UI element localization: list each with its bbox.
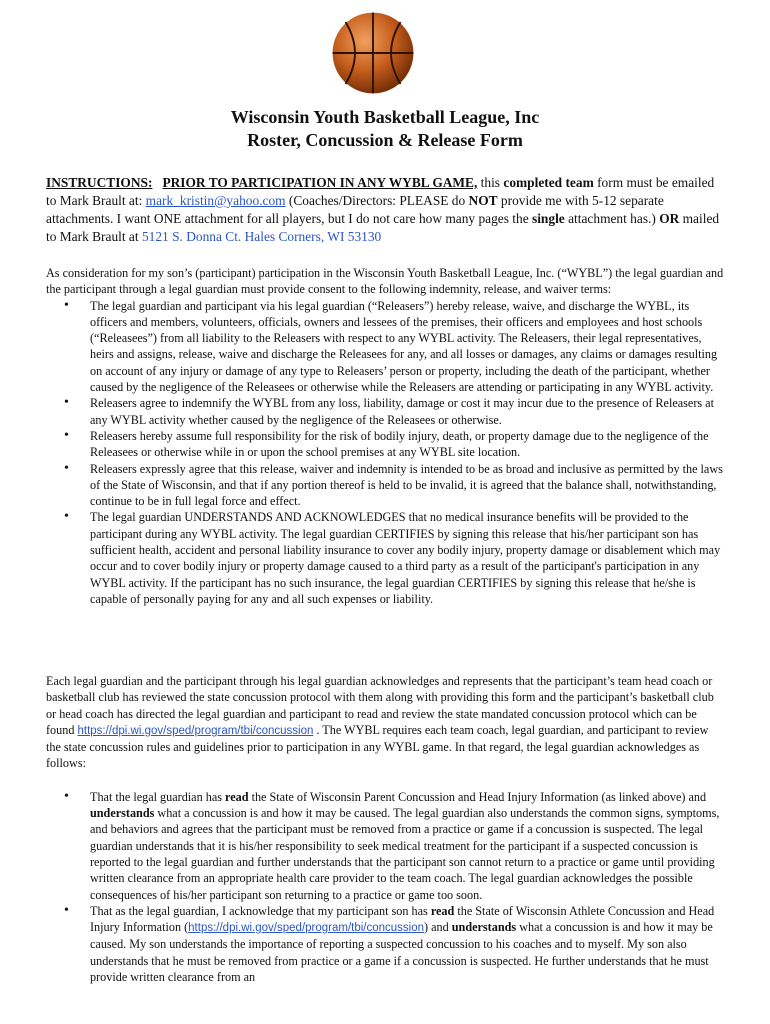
completed-team-text: completed team (503, 175, 594, 190)
text-segment: the State of Wisconsin Athlete Concussion and Head Injury Information ( (90, 903, 715, 935)
text-segment: mailed to Mark Brault at (46, 211, 720, 244)
text-segment: Each legal guardian and the participant through his legal guardian acknowledges and represents that the participant’s team head coach or basketball club has reviewed the state concussion protocol with them along with providing this form and the participant’s basketball club or head coach has directed the legal guardian and participant to read and review the state mandated concussion protocol which can be found (46, 674, 714, 737)
text-segment: form must be emailed to Mark Brault at: (46, 175, 715, 208)
text-segment: this (477, 175, 504, 190)
release-list (46, 298, 726, 608)
not-text: NOT (468, 193, 498, 208)
text-segment: That as the legal guardian, I acknowledge that my participant son has (90, 903, 431, 918)
list-item (90, 789, 726, 903)
text-segment: what a concussion is and how it may be caused. My son understands the importance of reporting a suspected concussion to his coaches and to myself. My son also understands that he must be removed from practice or a game if a concussion is suspected. He further understands that he must provide written clearance from an (90, 920, 713, 985)
text-segment: provide me with 5-12 separate attachments. I want ONE attachment for all players, but I do not care how many pages the (46, 193, 664, 226)
understands-text: understands (90, 806, 155, 821)
read-text: read (430, 903, 455, 918)
understands-text: understands (451, 920, 517, 935)
page-title (0, 106, 770, 152)
single-text: single (532, 211, 565, 226)
list-item: • The legal guardian UNDERSTANDS AND ACKNOWLEDGES that no medical insurance benefits will be provided to the participant during any WYBL activity. The legal guardian CERTIFIES by signing this release that his/her participant son has sufficient health, accident and personal liability insurance to cover any bodily injury, property damage or disablement which may occur and to cover bodily injury or property damage caused to a third party as a result of the participant's participation in any WYBL activity. If the participant has no such insurance, the legal guardian CERTIFIES by signing this release that he/she is capable of personally paying for any and all such expenses or liability. (90, 509, 726, 607)
concussion-section (46, 673, 726, 985)
basketball-icon (330, 10, 416, 96)
concussion-protocol-link[interactable]: https://dpi.wi.gov/sped/program/tbi/concussion (77, 724, 314, 737)
release-intro: As consideration for my son’s (participant) participation in the Wisconsin Youth Basketball League, Inc. (“WYBL”) the legal guardian and the participant through a legal guardian must provide consent to the following indemnity, release, and waiver terms: (46, 266, 724, 297)
release-section (46, 265, 726, 607)
text-segment: . The WYBL requires each team coach, legal guardian, and participant to review the state concussion rules and guidelines prior to participation in any WYBL game. In that regard, the legal guardian acknowledges as follows: (46, 722, 709, 771)
list-item: • The legal guardian and participant via his legal guardian (“Releasers”) hereby release, waive, and discharge the WYBL, its officers and members, volunteers, officials, owners and lessees of the premises, their officers and employees and host schools (“Releasees”) from all liability to the Releasers with respect to any WYBL activity. The Releasers, their legal representatives, heirs and assigns, release, waive and discharge the Releasees for any, and all losses or damages, any claims or damages resulting on account of any injury or damage of any type to Releasers’ person or property, including the death of the participant, whether caused by the negligence of the Releasees or otherwise while the Releasers are attending or participating in any WYBL activity. (90, 298, 726, 396)
list-item (90, 903, 726, 985)
or-text: OR (659, 211, 680, 226)
text-segment: attachment has.) (564, 211, 660, 226)
instructions-paragraph (46, 174, 726, 246)
list-item: • Releasers hereby assume full responsibility for the risk of bodily injury, death, or property damage due to the negligence of the Releasees or otherwise while in or upon the school premises at any WYBL site location. (90, 428, 726, 461)
text-segment: (Coaches/Directors: PLEASE do (285, 193, 469, 208)
text-segment: ) and (424, 920, 452, 935)
concussion-list (46, 789, 726, 986)
prior-notice: PRIOR TO PARTICIPATION IN ANY WYBL GAME, (162, 175, 478, 190)
text-segment: what a concussion is and how it may be caused. The legal guardian also understands the common signs, symptoms, and behaviors and agrees that the participant must be removed from a practice or game if a concussion is suspected. The legal guardian understands that it is his/her responsibility to seek medical treatment for the participant if a suspected concussion is reported to the legal guardian and further understands that the participant son cannot return to a practice or game until providing written clearance from an appropriate health care provider to the team coach. The legal guardian acknowledges the possible consequences of his/her participant son returning to a practice or game too soon. (90, 806, 720, 902)
read-text: read (225, 789, 249, 804)
title-line-1: Wisconsin Youth Basketball League, Inc (230, 107, 540, 127)
athlete-concussion-link[interactable]: https://dpi.wi.gov/sped/program/tbi/concussion (188, 922, 425, 935)
text-segment: the State of Wisconsin Parent Concussion and Head Injury Information (as linked above) and (248, 789, 707, 804)
list-item: • Releasers agree to indemnify the WYBL from any loss, liability, damage or cost it may incur due to the presence of Releasers at any WYBL activity whether caused by the negligence of the Releasees or otherwise. (90, 395, 726, 428)
list-item: • Releasers expressly agree that this release, waiver and indemnity is intended to be as broad and inclusive as permitted by the laws of the State of Wisconsin, and that if any portion thereof is held to be invalid, it is agreed that the balance shall, notwithstanding, continue to be in full legal force and effect. (90, 461, 726, 510)
instructions-label: INSTRUCTIONS: (46, 175, 153, 190)
concussion-intro (46, 673, 726, 772)
text-segment: That the legal guardian has (90, 789, 226, 804)
title-line-2: Roster, Concussion & Release Form (247, 130, 523, 150)
mailing-address: 5121 S. Donna Ct. Hales Corners, WI 53130 (141, 229, 382, 244)
email-link[interactable]: mark_kristin@yahoo.com (145, 193, 286, 208)
